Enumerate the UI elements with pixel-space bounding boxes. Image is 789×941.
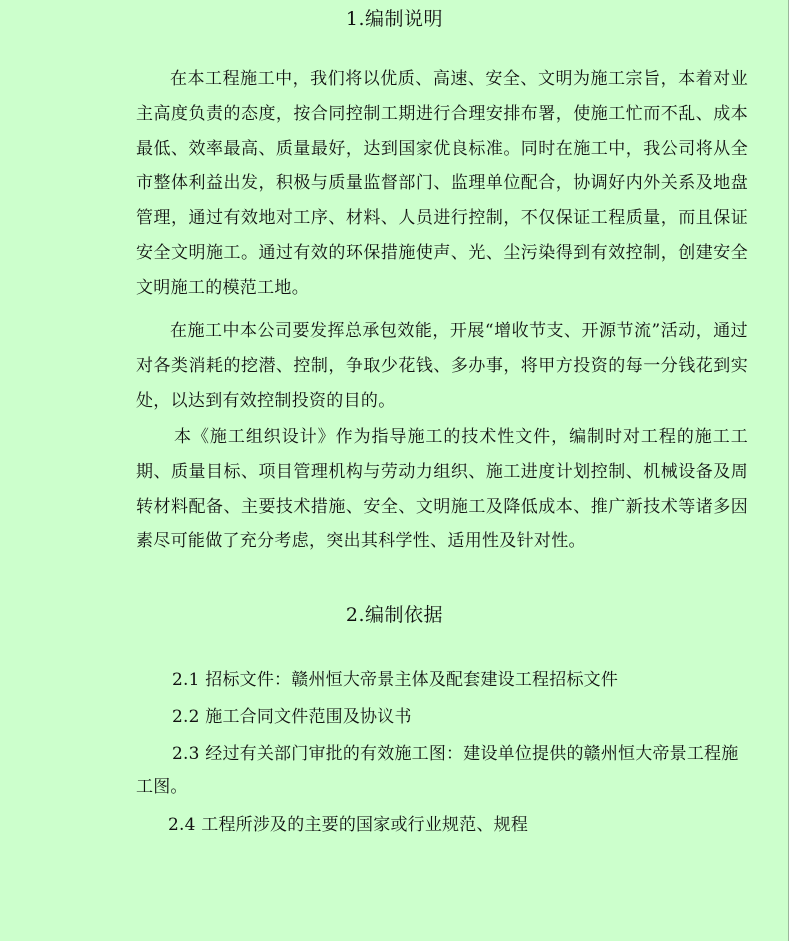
basis-item-construction-drawings: 2.3 经过有关部门审批的有效施工图：建设单位提供的赣州恒大帝景工程施工图。 [136,744,739,797]
paragraph-cost-control: 在施工中本公司要发挥总承包效能，开展“增收节支、开源节流”活动，通过对各类消耗的挖潜、控制，争取少花钱、多办事，将甲方投资的每一分钱花到实处，以达到有效控制投资的目的。 [136,321,748,411]
basis-item-standards: 2.4 工程所涉及的主要的国家或行业规范、规程 [168,815,529,835]
section-heading-compilation-basis: 2.编制依据 [345,604,444,626]
paragraph-design-scope: 本《施工组织设计》作为指导施工的技术性文件，编制时对工程的施工工期、质量目标、项目管理机构与劳动力组织、施工进度计划控制、机械设备及周转材料配备、主要技术措施、安全、文明施工及降低成本、推广新技术等诸多因素尽可能做了充分考虑，突出其科学性、适用性及针对性。 [136,427,748,552]
paragraph-construction-goals: 在本工程施工中，我们将以优质、高速、安全、文明为施工宗旨，本着对业主高度负责的态度，按合同控制工期进行合理安排布署，使施工忙而不乱、成本最低、效率最高、质量最好，达到国家优良标准。同时在施工中，我公司将从全市整体利益出发，积极与质量监督部门、监理单位配合，协调好内外关系及地盘管理，通过有效地对工序、材料、人员进行控制，不仅保证工程质量，而且保证安全文明施工。通过有效的环保措施使声、光、尘污染得到有效控制，创建安全文明施工的模范工地。 [136,69,748,298]
basis-item-bidding-documents: 2.1 招标文件：赣州恒大帝景主体及配套建设工程招标文件 [172,670,619,690]
basis-item-contract-documents: 2.2 施工合同文件范围及协议书 [172,707,412,727]
section-heading-compilation-notes: 1.编制说明 [345,8,444,30]
